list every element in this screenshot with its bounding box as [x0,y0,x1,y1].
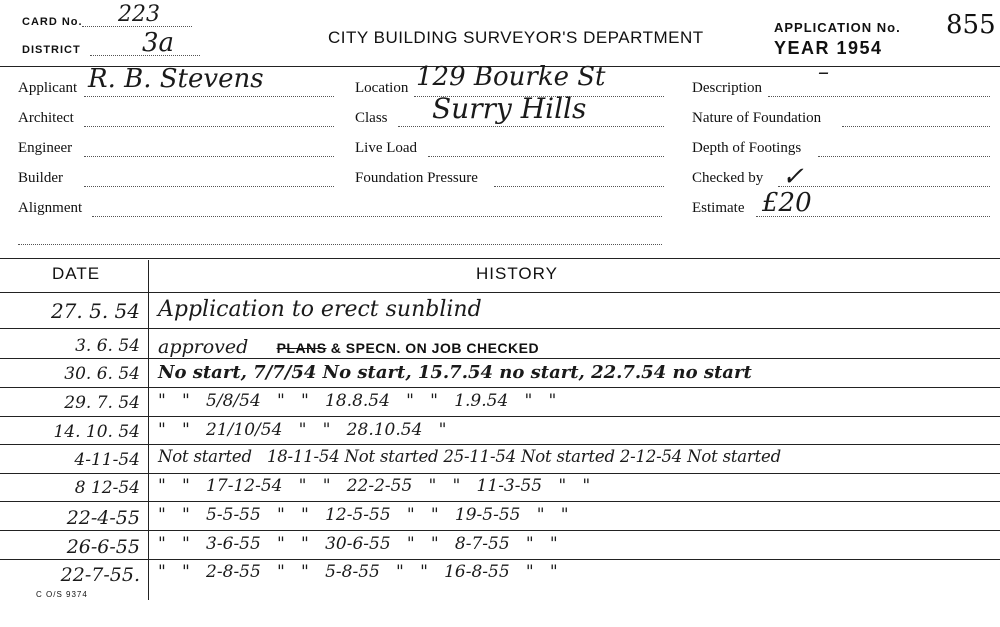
row-rule-5 [0,444,1000,445]
estimate-label: Estimate [692,200,745,216]
row-rule-9 [0,559,1000,560]
row-4-history: " " 5/8/54 " " 18.8.54 " " 1.9.54 " " [158,391,557,411]
architect-line [84,126,334,127]
row-3-date: 30. 6. 54 [64,364,140,384]
department-title: CITY BUILDING SURVEYOR'S DEPARTMENT [328,28,704,47]
estimate-line [756,216,990,217]
district-line [90,55,200,56]
history-top-rule [0,258,1000,259]
live-load-label: Live Load [355,140,418,156]
applicant-line [84,96,334,97]
date-column-divider [148,260,149,600]
row-rule-4 [0,416,1000,417]
description-line [768,96,990,97]
builder-label: Builder [18,170,63,186]
history-header: HISTORY [476,264,558,283]
header-rule [0,292,1000,293]
row-8-date: 22-4-55 [66,507,140,529]
nature-foundation-label: Nature of Foundation [692,110,822,126]
builder-line [84,186,334,187]
location-value: 129 Bourke St [416,62,606,92]
form-code: C O/S 9374 [36,590,88,599]
architect-label: Architect [18,110,74,126]
nature-foundation-line [842,126,990,127]
class-label: Class [355,110,388,126]
row-6-history: Not started 18-11-54 Not started 25-11-54 Not started 2-12-54 Not started [158,447,781,466]
description-value: – [818,60,829,85]
blank-line [18,244,662,245]
card-no-label: CARD No. [22,16,83,28]
row-rule-8 [0,530,1000,531]
row-8-history: " " 5-5-55 " " 12-5-55 " " 19-5-55 " " [158,505,569,525]
class-value: Surry Hills [432,92,587,125]
live-load-line [428,156,664,157]
row-9-history: " " 3-6-55 " " 30-6-55 " " 8-7-55 " " [158,534,558,554]
engineer-label: Engineer [18,140,73,156]
row-2-history [158,336,539,358]
applicant-label: Applicant [18,80,78,96]
location-label: Location [355,80,409,96]
depth-footings-label: Depth of Footings [692,140,802,156]
row-10-history: " " 2-8-55 " " 5-8-55 " " 16-8-55 " " [158,562,558,582]
alignment-label: Alignment [18,200,83,216]
foundation-pressure-line [494,186,664,187]
district-value: 3a [142,28,175,58]
row-rule-3 [0,387,1000,388]
row-rule-7 [0,501,1000,502]
foundation-pressure-label: Foundation Pressure [355,170,478,186]
row-3-history: No start, 7/7/54 No start, 15.7.54 no start, 22.7.54 no start [158,362,752,383]
checked-by-label: Checked by [692,170,764,186]
row-5-history: " " 21/10/54 " " 28.10.54 " [158,420,447,440]
row-7-date: 8 12-54 [74,478,140,498]
row-rule-6 [0,473,1000,474]
checked-by-line [778,186,990,187]
row-9-date: 26-6-55 [66,536,140,558]
row-1-date: 27. 5. 54 [50,299,140,323]
row-2-typed-text: & SPECN. ON JOB CHECKED [330,340,540,356]
row-2-approved: approved [158,336,249,358]
row-2-struck-text: PLANS [276,340,327,356]
row-5-date: 14. 10. 54 [53,422,140,442]
application-number: 855 [946,10,996,40]
row-10-date: 22-7-55. [60,564,140,586]
description-label: Description [692,80,762,96]
card-no-line [82,26,192,27]
year-label: YEAR 1954 [774,38,883,58]
district-label: DISTRICT [22,44,81,56]
checked-by-value: ✓ [782,162,804,192]
row-1-history: Application to erect sunblind [158,297,482,322]
applicant-value: R. B. Stevens [88,64,264,94]
class-line [398,126,664,127]
row-2-date: 3. 6. 54 [75,336,140,356]
row-rule-1 [0,328,1000,329]
engineer-line [84,156,334,157]
row-7-history: " " 17-12-54 " " 22-2-55 " " 11-3-55 " " [158,476,591,496]
depth-footings-line [818,156,990,157]
estimate-value: £20 [762,188,812,218]
alignment-line [92,216,662,217]
row-rule-2 [0,358,1000,359]
application-label: APPLICATION No. [774,20,901,35]
row-4-date: 29. 7. 54 [64,393,140,413]
row-6-date: 4-11-54 [74,450,140,470]
date-header: DATE [52,264,101,283]
card-no-value: 223 [118,2,160,27]
